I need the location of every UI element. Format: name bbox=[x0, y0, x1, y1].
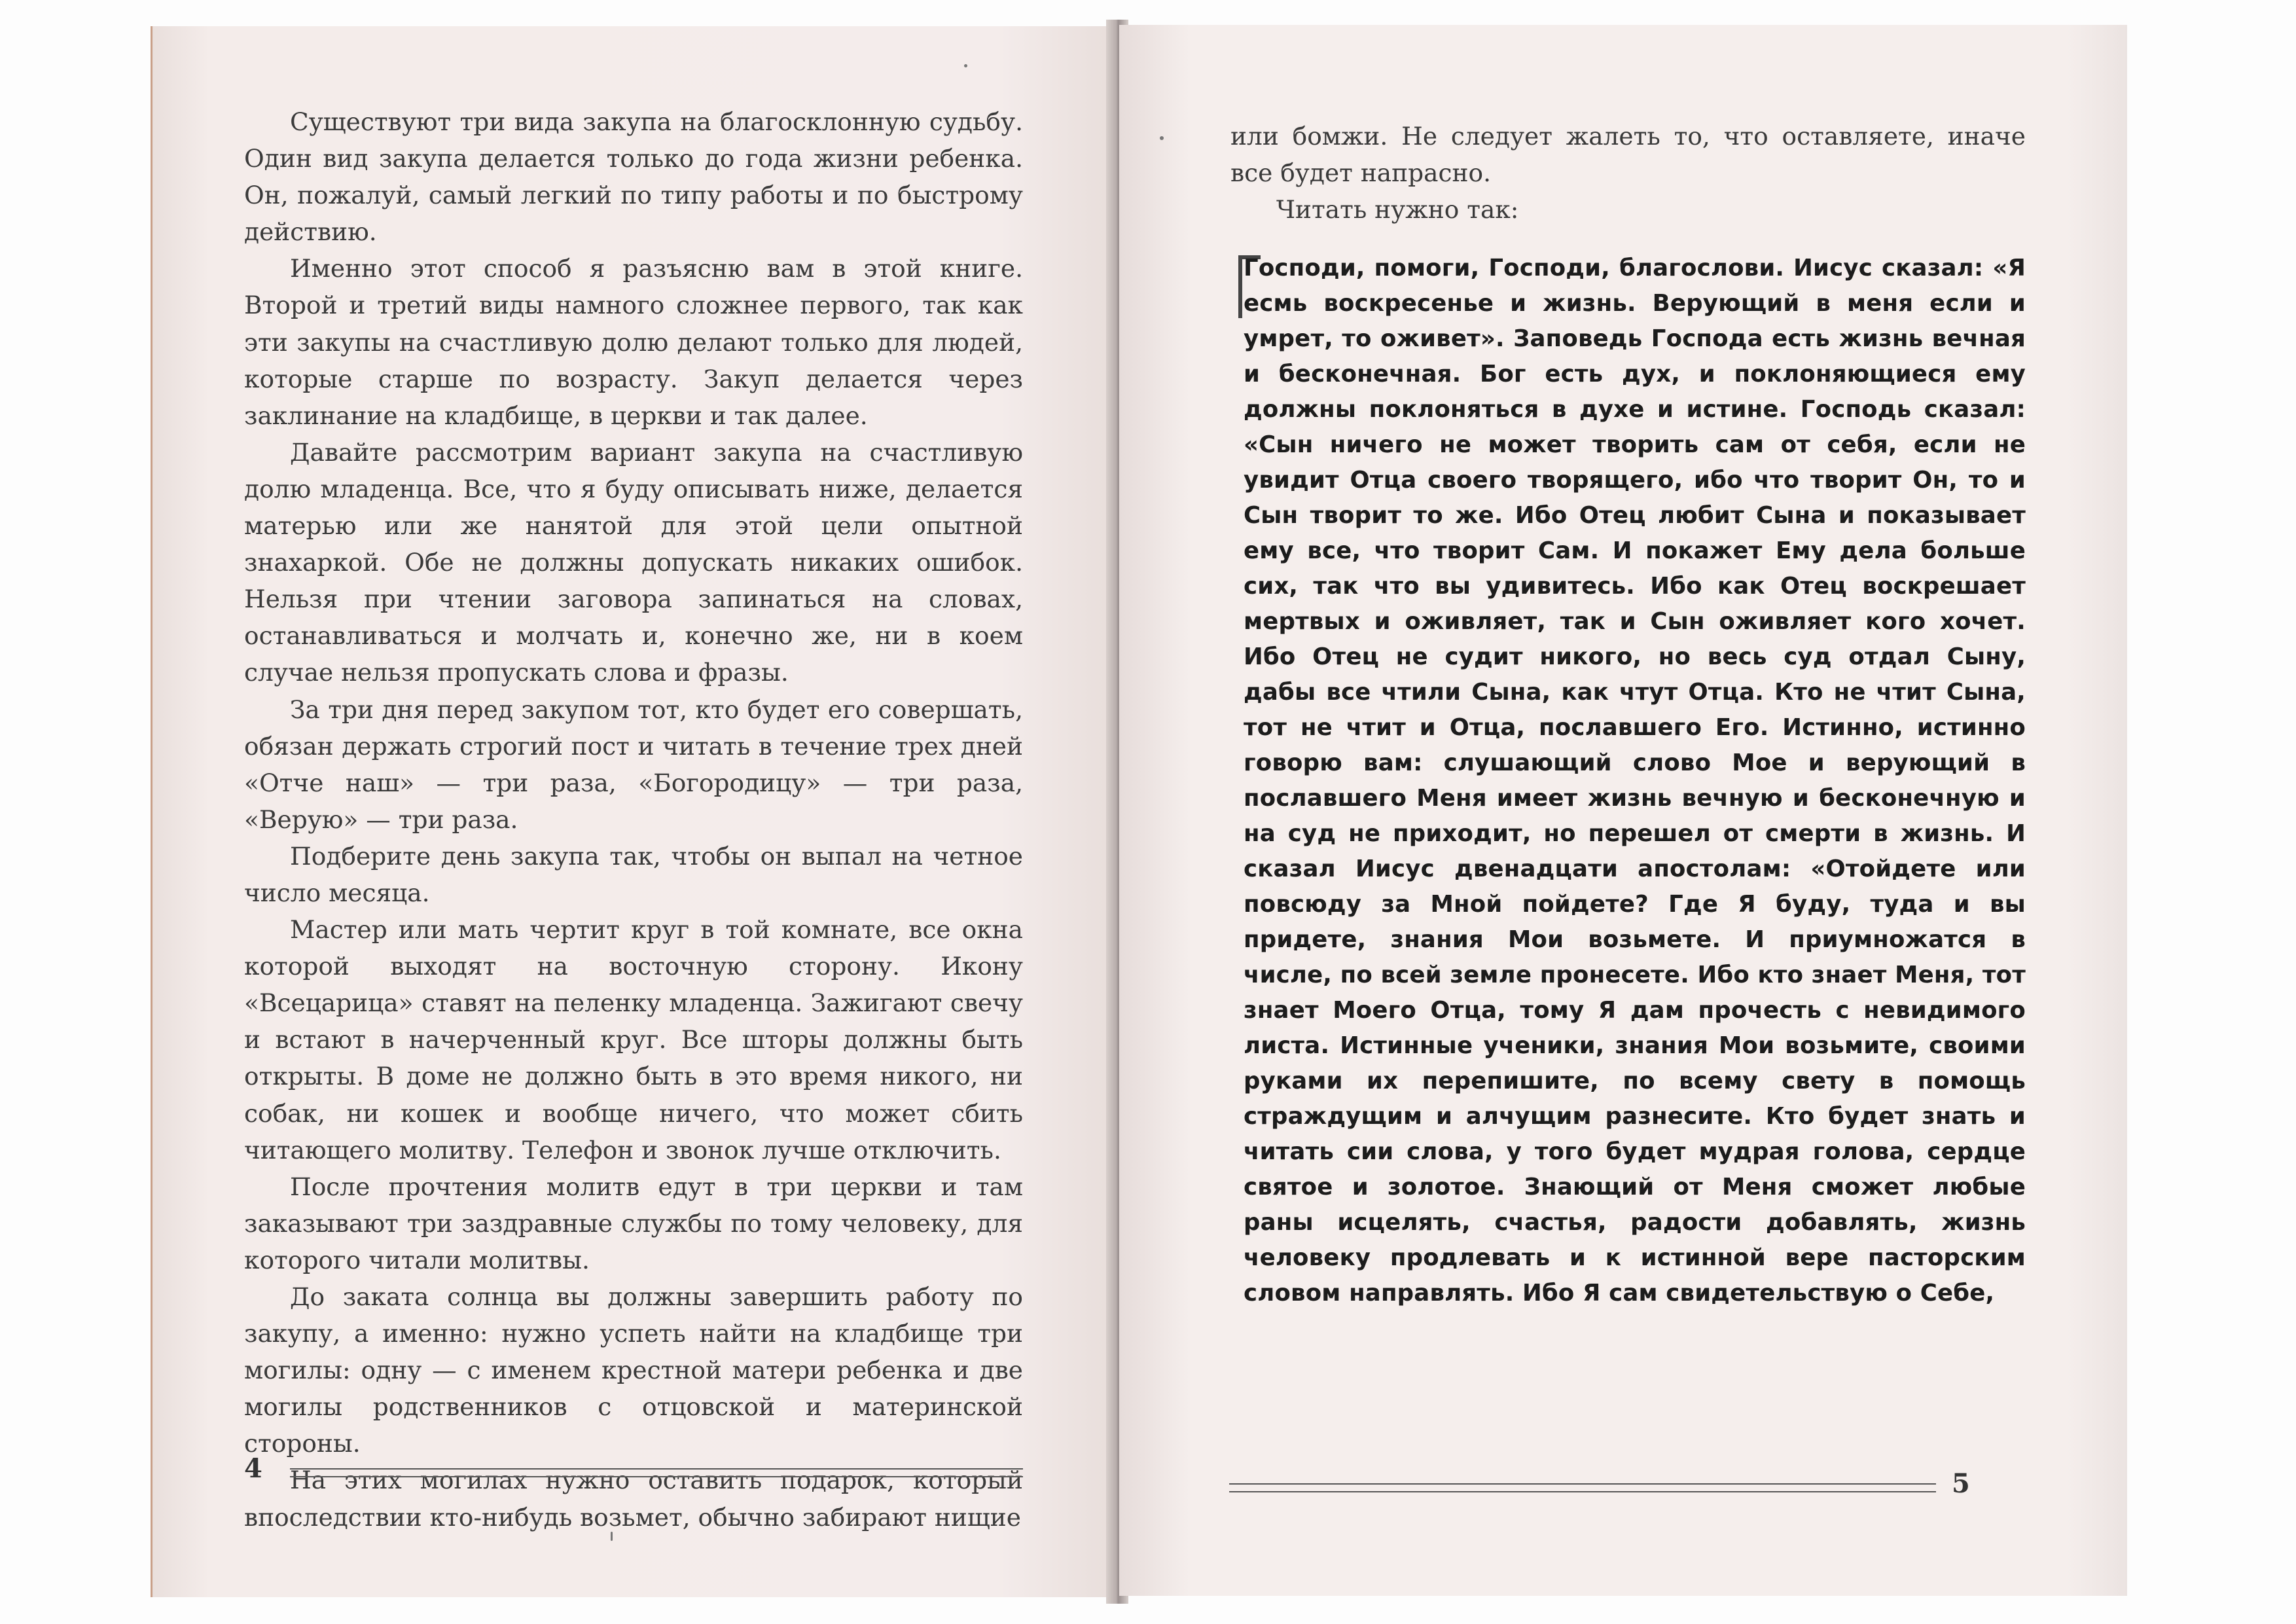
paragraph: После прочтения молитв едут в три церкви и там заказывают три заздравные службы по тому человеку, для которого читали молитвы. bbox=[244, 1172, 1023, 1274]
paragraph: Именно этот способ я разъясню вам в этой книге. Второй и третий виды намного сложнее первого, так как эти закупы на счастливую долю делают только для людей, которые старше по возрасту. Закуп делается через заклинание на кладбище, в церкви и так далее. bbox=[244, 254, 1023, 430]
prayer-paragraph: Господи, помоги, Господи, благослови. Иисус сказал: «Я есмь воскресенье и жизнь. Верующий в меня если и умрет, то оживет». Заповедь Господа есть жизнь вечная и бесконечная. Бог есть дух, и поклоняющиеся ему должны поклоняться в духе и истине. Господь сказал: «Сын ничего не может творить сам от себя, если не увидит Отца своего творящего, ибо что творит Он, то и Сын творит то же. Ибо Отец любит Сына и показывает ему все, что творит Сам. И покажет Ему дела больше сих, так что вы удивитесь. Ибо как Отец воскрешает мертвых и оживляет, так и Сын оживляет кого хочет. Ибо Отец не судит никого, но весь суд отдал Сыну, дабы все чтили Сына, как чтут Отца. Кто не чтит Сына, тот не чтит и Отца, пославшего Его. Истинно, истинно говорю вам: слушающий слово Мое и верующий в пославшего Меня имеет жизнь вечную и бесконечную и на суд не приходит, но перешел от смерти в жизнь. И сказал Иисус двенадцати апостолам: «Отойдете или повсюду за Мной пойдете? Где Я буду, туда и вы придете, знания Мои возьмете. И приумножатся в числе, по всей земле пронесете. Ибо кто знает Меня, тот знает Моего Отца, тому Я дам прочесть с невидимого листа. Истинные ученики, знания Мои возьмите, своими руками их перепишите, по всему свету в помощь страждущим и алчущим разнесите. Кто будет знать и читать сии слова, у того будет мудрая голова, сердце святое и золотое. Знающий от Меня сможет любые раны исцелять, счастья, радости добавлять, жизнь человеку продлевать и к истинной вере пасторским словом направлять. Ибо Я сам свидетельствую о Себе, bbox=[1244, 255, 2026, 1307]
footer-rule-right bbox=[1229, 1483, 1936, 1492]
right-page-intro bbox=[1230, 118, 2026, 228]
paragraph: Подберите день закупа так, чтобы он выпал на четное число месяца. bbox=[244, 841, 1023, 907]
page-number-left: 4 bbox=[244, 1453, 262, 1484]
paragraph: Существуют три вида закупа на благосклонную судьбу. Один вид закупа делается только до года жизни ребенка. Он, пожалуй, самый легкий по типу работы и по быстрому действию. bbox=[244, 107, 1023, 247]
scan-speck bbox=[611, 1532, 613, 1541]
right-page bbox=[1119, 25, 2127, 1596]
scan-speck bbox=[964, 64, 967, 67]
prayer-text bbox=[1230, 251, 2026, 1311]
left-page bbox=[151, 26, 1113, 1597]
footer-rule-left bbox=[290, 1468, 1023, 1477]
paragraph: Мастер или мать чертит круг в той комнате, все окна которой выходят на восточную сторону. Икону «Всецарица» ставят на пеленку младенца. Зажигают свечу и встают в начерченный круг. Все шторы должны быть открыты. В доме не должно быть в это время никого, ни собак, ни кошек и вообще ничего, что может сбить читающего молитву. Телефон и звонок лучше отключить. bbox=[244, 915, 1023, 1164]
paragraph: За три дня перед закупом тот, кто будет его совершать, обязан держать строгий пост и читать в течение трех дней «Отче наш» — три раза, «Богородицу» — три раза, «Верую» — три раза. bbox=[244, 695, 1023, 834]
left-page-body bbox=[244, 103, 1023, 1536]
intro-continuation: или бомжи. Не следует жалеть то, что оставляете, иначе все будет напрасно. bbox=[1230, 122, 2026, 187]
paragraph: До заката солнца вы должны завершить работу по закупу, а именно: нужно успеть найти на кладбище три могилы: одну — с именем крестной матери ребенка и две могилы родственников с отцовской и материнской стороны. bbox=[244, 1282, 1023, 1458]
page-number-right: 5 bbox=[1952, 1468, 1970, 1499]
paragraph: Давайте рассмотрим вариант закупа на счастливую долю младенца. Все, что я буду описывать ниже, делается матерью или же нанятой для этой цели опытной знахаркой. Обе не должны допускать никаких ошибок. Нельзя при чтении заговора запинаться на словах, останавливаться и молчать и, конечно же, ни в коем случае нельзя пропускать слова и фразы. bbox=[244, 437, 1023, 687]
intro-instruction: Читать нужно так: bbox=[1276, 195, 1519, 224]
scan-speck bbox=[1160, 136, 1164, 140]
paragraph: На этих могилах нужно оставить подарок, который впоследствии кто-нибудь возьмет, обычно забирают нищие bbox=[244, 1466, 1023, 1532]
